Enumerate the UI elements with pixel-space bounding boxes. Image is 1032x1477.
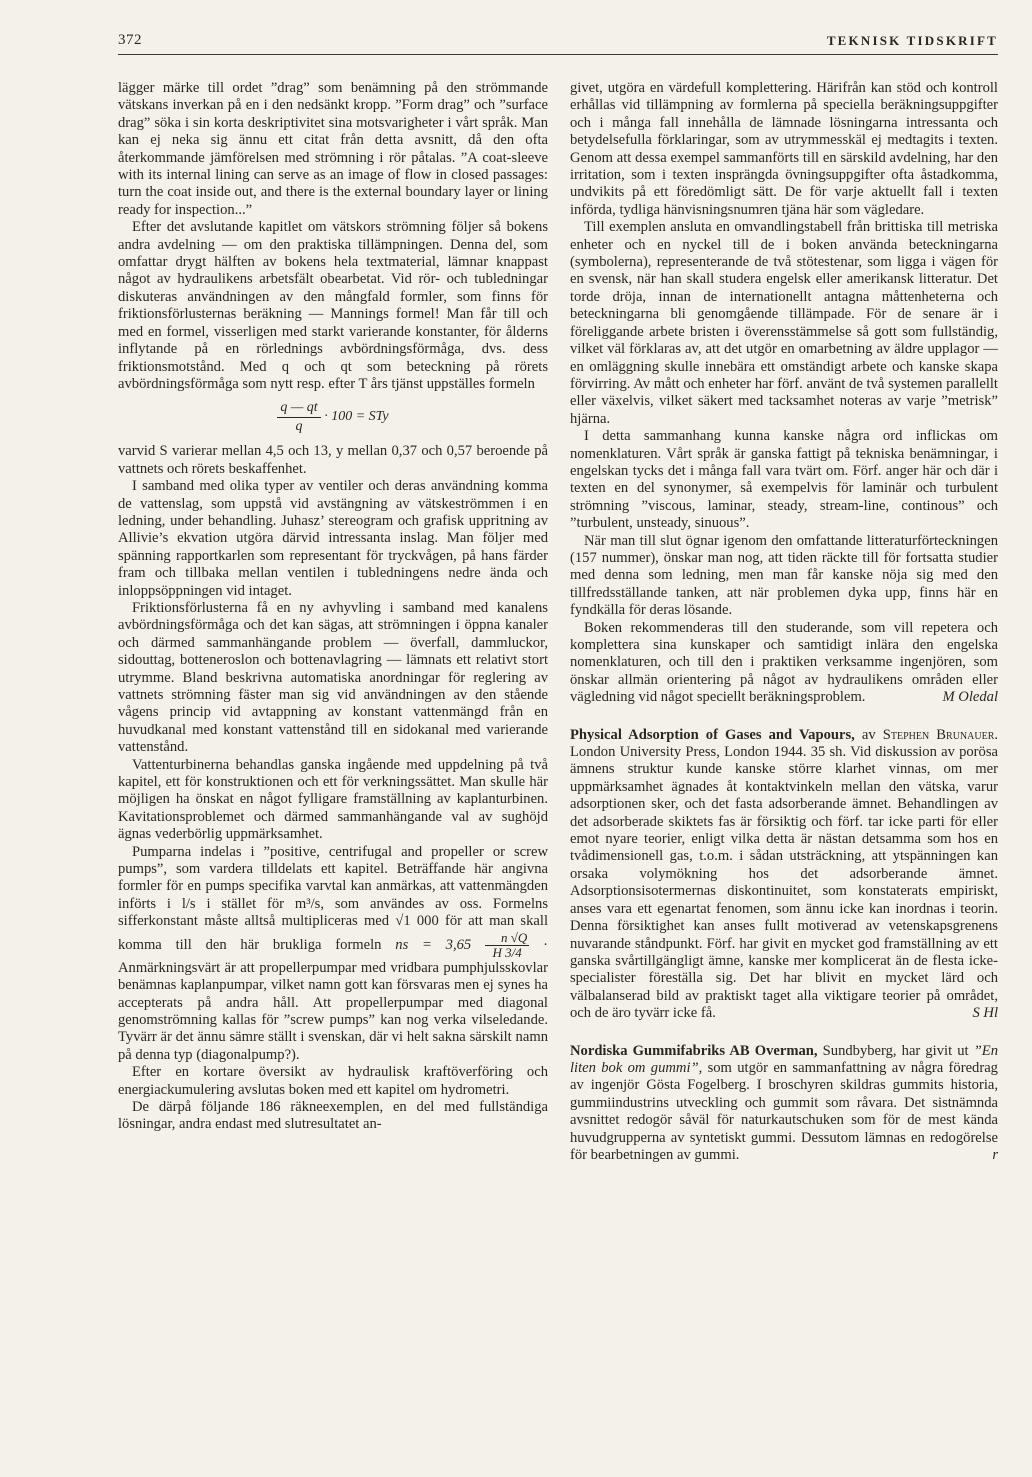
paragraph: Vattenturbinerna behandlas ganska ingående med uppdelning på två kapitel, ett för konstruktionen och ett för verkningssättet. Man skulle här möjligen ha önskat en något fylligare framställning av kaplanturbinen. Kavitationsproblemet och därmed sammanhängande val av sughöjd ägnas vederbörlig uppmärksamhet. xyxy=(118,756,548,843)
signature: M Oledal xyxy=(942,689,998,706)
review-book-title: ”En liten bok om gummi”, xyxy=(570,1042,998,1076)
right-column xyxy=(570,80,998,1164)
paragraph: givet, utgöra en värdefull komplettering. Härifrån kan stöd och kontroll erhållas vid tillämpning av formlerna på speciella beräkningsuppgifter och i många fall innehålla de lämnade lösningarna intressanta och betydelsefulla förklaringar, som av utrymmesskäl ej medtagits i texten. Genom att dessa exempel sammanförts till en särskild avdelning, har den irritation, som i texten insprängda övningsuppgifter ofta åstadkomma, undvikits på ett föredömligt sätt. De för varje aktuellt fall i texten införda, tydliga hänvisningsnumren tjäna här som vägledare. xyxy=(570,80,998,218)
paragraph: I samband med olika typer av ventiler och deras användning komma de vattenslag, som uppstå vid avstängning av vätskeströmmen i en ledning, under behandling. Juhasz’ stereogram och grafisk uppritning av Allivie’s ekvation utgöra därvid intressanta inslag. Man följer med spänning rapportkarlen som representant för tryckvågen, på hans färder fram och tillbaka mellan ventilen i tubledningens nedre ända och inloppsöppningen vid intaget. xyxy=(118,478,548,599)
formula-ns-lhs: ns = 3,65 xyxy=(395,936,472,953)
page-header xyxy=(118,30,998,55)
review-intro: Sundbyberg, har givit ut xyxy=(822,1042,969,1059)
journal-title: TEKNISK TIDSKRIFT xyxy=(826,33,998,48)
paragraph: De därpå följande 186 räkneexemplen, en del med fullständiga lösningar, andra endast med slutresultatet an- xyxy=(118,1098,548,1133)
review-title: Nordiska Gummifabriks AB Overman, xyxy=(570,1042,818,1059)
formula-ns-fraction xyxy=(485,931,529,960)
paragraph: Efter en kortare översikt av hydraulisk kraftöverföring och energiackumulering avslutas boken med ett kapitel om hydrometri. xyxy=(118,1064,548,1098)
review-title: Physical Adsorption of Gases and Vapours, xyxy=(570,726,855,743)
formula-ns-denominator: H 3/4 xyxy=(492,944,522,960)
formula-ns-numerator: n √Q xyxy=(485,931,529,946)
review-body: som utgör en sammanfattning av några föredrag av ingenjör Gösta Fogelberg. I broschyren skildras gummits historia, gummiindustrins utveckling och gummit som råvara. Det sistnämnda avsnittet redogör såväl för naturkautschuken som för de mest kända huvudgrupperna av syntetiskt gummi. Dessutom lämnas en redogörelse för bearbetningen av gummi. xyxy=(570,1059,998,1163)
paragraph: Friktionsförlusterna få en ny avhyvling i samband med kanalens avbördningsförmåga och det kan sägas, att strömningen i öppna kanaler och därmed sammanhängande problem — överfall, dammluckor, sidouttag, botteneroslon och bottenavlagring — lämnats ett relativt stort utrymme. Bland beskrivna automatiska anordningar för reglering av vattnets strömning fäster man sig vid användningen av den stående vågens princip vid avtappning av konstant vattenmängd från en huvudkanal med konstant vattenstånd till en sidokanal med varierande vattenstånd. xyxy=(118,599,548,756)
paragraph: Till exemplen ansluta en omvandlingstabell från brittiska till metriska enheter och en nyckel till de i boken använda beteckningarna (symbolerna), representerande de två stötestenar, som ligga i vägen för en svensk, när han skall studera engelsk eller amerikansk litteratur. Det torde dröja, innan de internationellt antagna måttenheterna och beteckningarna bli genomgående tillämpade. För de senare är i föreliggande arbete bristen i överensstämmelse så gott som fullständig, vilket väl förklaras av, att det utgör en omarbetning av äldre upplagor — en omläggning skulle innebära ett omständigt arbete och kanske skapa förvirring. Av mått och enheter har förf. använt de två systemen parallellt eller växelvis, vilket säkert med tacksamhet noteras av varje ”metrisk” hjärna. xyxy=(570,219,998,427)
review-physical-adsorption xyxy=(570,727,998,1023)
section-gap xyxy=(570,1023,998,1043)
paragraph: lägger märke till ordet ”drag” som benämning på den strömmande vätskans inverkan på en i den nedsänkt kropp. ”Form drag” och ”surface drag” söka i sin korta deskriptivitet sina motsvarigheter i vårt språk. Man kan ej neka sig ännu ett citat från detta avsnitt, då den ofta återkommande jämförelsen med strömning i rör påtalas. ”A coat-sleeve with its internal lining can serve as an image of flow in closed passages: turn the coat inside out, and there is the external boundary layer or lining ready for inspection...” xyxy=(118,80,548,218)
formula-rest: · 100 = STy xyxy=(324,409,389,425)
left-column xyxy=(118,80,548,1134)
review-by: av xyxy=(861,726,876,743)
paragraph: varvid S varierar mellan 4,5 och 13, y mellan 0,37 och 0,57 beroende på vattnets och rörets beskaffenhet. xyxy=(118,443,548,477)
paragraph-text: Pumparna indelas i ”positive, centrifugal and propeller or screw pumps”, som vardera tilldelats ett kapitel. Beträffande här angivna formler för en pumps specifika varvtal kan anmärkas, att vattenmängden införts i l/s i stället för m³/s, som användes av oss. Formelns sifferkonstant måste alltså multipliceras med √1 000 för att man skall komma till den här brukliga formeln xyxy=(118,843,548,953)
formula-age-loss xyxy=(118,399,548,437)
signature: S Hl xyxy=(972,1005,998,1022)
page-number: 372 xyxy=(118,32,142,48)
paragraph-text: · Anmärkningsvärt är att propellerpumpar med vridbara pumphjulsskovlar benämnas kaplanpumpar, vilket namn gott kan försvaras men ej synes ha accepterats på andra håll. Att propellerpumpar med diagonal genomströmning kallas för ”screw pumps” kan nog verka vilseledande. Tyvärr är det ännu sämre ställt i svenskan, där vi helt sakna särskilt namn på denna typ (diagonalpump?). xyxy=(118,936,548,1063)
formula-denominator: q xyxy=(295,418,303,434)
signature: r xyxy=(992,1146,998,1163)
paragraph xyxy=(570,620,998,707)
review-gummifabrik xyxy=(570,1043,998,1165)
section-gap xyxy=(570,707,998,727)
paragraph-pumps xyxy=(118,844,548,1064)
formula-fraction xyxy=(277,399,320,435)
paragraph: Efter det avslutande kapitlet om vätskors strömning följer så bokens andra avdelning — om den praktiska tillämpningen. Denna del, som omfattar drygt hälften av bokens hela textmaterial, lämnar knappast något av hydraulikens arbetsfält obearbetat. Vid rör- och tubledningar diskuteras användningen av den mångfald formler, som finns för friktionsförlusternas beräkning — Mannings formel! Man får till och med en formel, visserligen med starkt varierande konstanter, för ålderns inflytande på en rörlednings avbördningsförmåga, dvs. dess friktionsmotstånd. Med q och qt som beteckning på rörets avbördningsförmåga som nytt resp. efter T års tjänst uppställes formeln xyxy=(118,219,548,392)
review-publisher: London University Press, London 1944. 35 sh. xyxy=(570,744,847,761)
review-author: Stephen Brunauer. xyxy=(882,726,999,743)
paragraph-text: Boken rekommenderas till den studerande, som vill repetera och komplettera sina kunskaper och samtidigt inlära den engelska nomenklaturen, och till den i praktiken verksamme ingenjören, som önskar allmän orientering på något av hydraulikens områden eller vägledning vid något speciellt beräkningsproblem. xyxy=(570,619,998,706)
paragraph: I detta sammanhang kunna kanske några ord inflickas om nomenklaturen. Vårt språk är ganska fattigt på tekniska benämningar, i engelskan tycks det i många fall vara tvärt om. Förf. anger här och där i texten en del synonymer, så exempelvis för laminär och turbulent strömning ”viscous, laminar, steady, stream-line, continous” och ”turbulent, unsteady, sinuous”. xyxy=(570,428,998,532)
paragraph: När man till slut ögnar igenom den omfattande litteraturförteckningen (157 nummer), önskar man nog, att tiden räckte till för fortsatta studier med denna som ledning, men man får kanske nöja sig med den tillfredsställande tanken, att när problemen dyka upp, finns här en fyndkälla för deras lösande. xyxy=(570,532,998,619)
formula-numerator: q — qt xyxy=(277,399,320,417)
review-body: Vid diskussion av porösa ämnens struktur kunde kanske större klarhet vinnas, om mer uppmärksamhet ägnades åt kontaktvinkeln mellan den vätska, varur adsorptionen sker, och det fasta adsorberande ämnet. Behandlingen av det adsorberade skiktets fas är försiktig och förf. tar icke parti för eller emot nyare teorier, enligt vilka detta är nästan detsamma som hos en tvådimensionell gas, t.o.m. i sådan utsträckning, att ytspänningen kan orsaka volymökning hos det adsorberande ämnet. Adsorptionsisotermernas diskontinuitet, som konstaterats empiriskt, anses vara ett egenartat fenomen, som ännu icke kan inordnas i teorin. Denna försiktighet kan anses fullt motiverad av vetenskapsgrenens nuvarande ståndpunkt. Förf. har givit en mycket god framställning av ett ganska svårtillgängligt ämne, kanske mer komplicerat än de flesta icke-specialister föreställa sig. Det har blivit en mycket lärd och välbalanserad bild av praktiskt taget alla viktigare teorier på området, och de äro tyvärr icke få. xyxy=(570,744,998,1022)
